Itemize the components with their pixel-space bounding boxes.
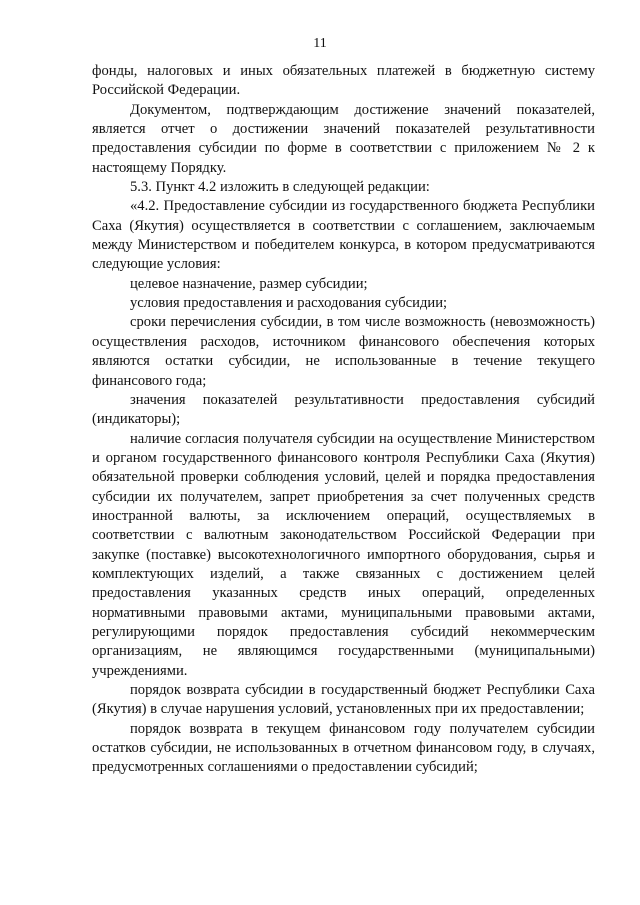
paragraph-4: «4.2. Предоставление субсидии из государственного бюджета Республики Саха (Якутия) осуществляется в соответствии с соглашением, заключаемым между Министерством и победителем конкурса, в котором предусматриваются следующие условия: bbox=[92, 198, 595, 273]
paragraph-7: сроки перечисления субсидии, в том числе возможность (невозможность) осуществления расходов, источником финансового обеспечения которых являются остатки субсидии, не использованные в течение текущего финансового года; bbox=[92, 314, 595, 389]
paragraph-9: наличие согласия получателя субсидии на осуществление Министерством и органом государственного финансового контроля Республики Саха (Якутия) обязательной проверки соблюдения условий, целей и порядка предоставления субсидии их получателем, запрет приобретения за счет полученных средств иностранной валюты, за исключением операций, осуществляемых в соответствии с валютным законодательством Российской Федерации при закупке (поставке) высокотехнологичного импортного оборудования, сырья и комплектующих изделий, а также связанных с достижением целей предоставления указанных средств иных операций, определенных нормативными правовыми актами, муниципальными правовыми актами, регулирующими порядок предоставления субсидий некоммерческим организациям, не являющимся государственными (муниципальными) учреждениями. bbox=[92, 430, 595, 679]
paragraph-6: условия предоставления и расходования субсидии; bbox=[130, 295, 448, 312]
paragraph-1: фонды, налоговых и иных обязательных платежей в бюджетную систему Российской Федерации. bbox=[92, 63, 595, 99]
document-body bbox=[92, 62, 595, 778]
paragraph-3: 5.3. Пункт 4.2 изложить в следующей редакции: bbox=[130, 179, 430, 196]
paragraph-11: порядок возврата в текущем финансовом году получателем субсидии остатков субсидии, не использованных в отчетном финансовом году, в случаях, предусмотренных соглашениями о предоставлении субсидий; bbox=[92, 720, 595, 776]
paragraph-5: целевое назначение, размер субсидии; bbox=[130, 275, 368, 292]
paragraph-2: Документом, подтверждающим достижение значений показателей, является отчет о достижении значений показателей результативности предоставления субсидии по форме в соответствии с приложением № 2 к настоящему Порядку. bbox=[92, 101, 595, 176]
page-number: 11 bbox=[313, 36, 327, 51]
paragraph-10: порядок возврата субсидии в государственный бюджет Республики Саха (Якутия) в случае нарушения условий, установленных при их предоставлении; bbox=[92, 682, 595, 718]
paragraph-8: значения показателей результативности предоставления субсидий (индикаторы); bbox=[92, 391, 595, 428]
